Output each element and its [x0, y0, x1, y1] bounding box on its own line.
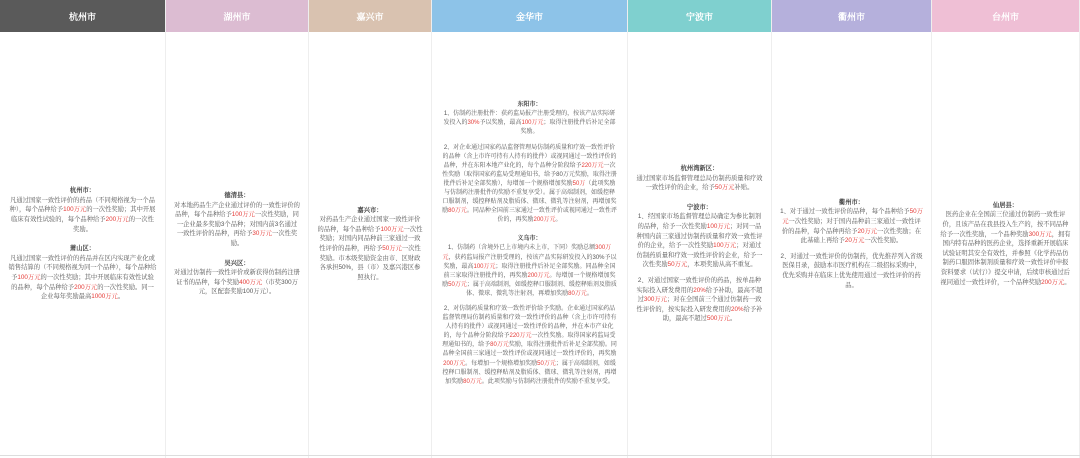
column-hangzhou — [0, 0, 166, 458]
highlight-amount: 400万元 — [239, 278, 263, 286]
highlight-amount: 50万元 — [448, 281, 467, 288]
column-header: 金华市 — [432, 0, 627, 32]
highlight-amount: 100万元 — [521, 120, 544, 127]
highlight-amount: 100万元 — [473, 263, 496, 270]
highlight-amount: 300万元 — [643, 296, 667, 304]
text-segment: 凡通过国家一致性评价的药品并在区内实现产业化或销售结算的（不同规格视为同一个品种），每个品种给予 — [8, 254, 157, 281]
highlight-amount: 50万元 — [537, 360, 556, 367]
region-title: 德清县： — [224, 192, 250, 200]
highlight-amount: 20万元 — [857, 227, 878, 235]
column-header: 嘉兴市 — [309, 0, 431, 32]
highlight-amount: 100万元 — [706, 223, 730, 231]
highlight-amount: 300万元 — [1028, 230, 1052, 238]
column-body — [0, 32, 165, 458]
text-segment: 。每增加一个规格增加奖励 — [465, 360, 538, 367]
text-segment: ；属于高端制剂，如缓控释口服制剂、缓控释贴剂及脂质体、微球、微乳等注射剂，再增加奖励 — [442, 360, 617, 385]
highlight-amount: 200万元 — [1041, 278, 1065, 286]
policy-text — [174, 268, 300, 297]
column-body — [932, 32, 1079, 458]
text-segment: 一次性奖励，同一企业最多奖励3个品种；对国内前3名通过一致性评价的品种，再给予 — [176, 211, 299, 238]
column-header: 杭州市 — [0, 0, 165, 32]
text-segment: 一次性奖励。取得国家药监局受理通知书的，给予 — [442, 333, 616, 349]
policy-text — [442, 244, 617, 299]
policy-text — [317, 215, 423, 282]
text-segment: 的一次性奖励；其中开展临床有效性试验的，每个品种给予 — [11, 206, 156, 224]
highlight-amount: 200万元 — [533, 217, 556, 224]
highlight-amount: 80万元 — [463, 378, 482, 385]
column-jinhua — [432, 0, 628, 458]
policy-text — [636, 174, 763, 193]
text-segment: 一次性奖励。 — [864, 237, 903, 245]
policy-text — [442, 144, 617, 226]
region-title: 仙居县： — [992, 201, 1019, 209]
column-quzhou — [772, 0, 932, 458]
text-segment: （此项奖励与仿制药注册批件的奖励不重复享受）。属于高端制剂，如缓控释口服制剂，缓控释贴剂及脂质体、微球、微乳等注射剂，再增加奖励 — [442, 180, 617, 215]
highlight-amount: 30% — [467, 120, 480, 127]
text-segment: 一次性奖励；对国内同品种前三家通过一致性评价的品种，再给予 — [319, 225, 423, 252]
column-header: 衢州市 — [772, 0, 931, 32]
highlight-amount: 30万元 — [252, 230, 272, 238]
highlight-amount: 1000万元 — [91, 293, 118, 301]
policy-text — [174, 201, 300, 249]
region-title: 吴兴区： — [224, 259, 250, 267]
highlight-amount: 100万元 — [63, 206, 87, 214]
column-header: 湖州市 — [166, 0, 308, 32]
text-segment: 给予补助，最高不超过 — [662, 305, 763, 323]
text-segment: 一次性奖励。 — [230, 230, 298, 247]
text-segment: 2、对通过国家一致性评价的药品，按单品种实际投入研发费用的 — [636, 276, 762, 294]
highlight-amount: 200万元 — [74, 283, 98, 291]
highlight-amount: 80万元 — [490, 342, 509, 349]
region-title: 衢州市： — [838, 198, 865, 206]
text-segment: 。每增加一个规格增加奖励 — [442, 272, 616, 288]
text-segment: 一次性奖励；在此基础上再给予 — [800, 227, 922, 245]
text-segment: 2、对仿制药质量和疗效一致性评价给予奖励。企业通过国家药品监督管理局仿制药质量和疗效一致性评价的品种（含上市许可持有人持有的批件）或视同通过一致性评价的品种，并在本市产业化的，每个品种分阶段给予 — [442, 306, 617, 340]
highlight-amount: 100万元 — [17, 273, 41, 281]
policy-text — [8, 196, 157, 234]
column-header: 宁波市 — [628, 0, 771, 32]
region-title: 萧山区： — [69, 245, 96, 253]
text-segment: ；取得注册批件后补足全部奖励。 — [520, 120, 616, 136]
text-segment: 一次性奖励（取得国家药监局受理通知书，给予80万元奖励，取得注册批件后补足全部奖励），每增加一个规格增加奖励 — [442, 162, 617, 187]
text-segment: 一次性奖励。市本级奖励资金由市、区财政各承担50%，县（市）及嘉兴港区参照执行。 — [319, 245, 421, 281]
highlight-amount: 50万元 — [714, 184, 735, 192]
text-segment: 2、对通过一致性评价的仿制药，优先推荐列入省级医保目录，鼓励本市医疗机构在二级招标采购中，优先采购并在临床上优先使用通过一致性评价的药品。 — [780, 252, 923, 289]
text-segment: 的一次性奖励。 — [73, 216, 154, 233]
bottom-divider — [0, 455, 1080, 456]
text-segment: 。 — [586, 290, 593, 297]
text-segment: ，拥有国内特有品种的医药企业，选择重新开展临床试验证明其安全有效性，并参照《化学药品仿制药口服固体制剂质量和疗效一致性评价申报资料要求（试行）》提交申请，后续审核通过后视同通过一致性评价，一个品种奖励 — [940, 230, 1071, 286]
column-body — [309, 32, 431, 458]
policy-text — [636, 276, 763, 324]
highlight-amount: 100万元 — [713, 242, 737, 250]
text-segment: ；属于高端制剂，如缓控释口服制剂、缓控释贴剂及脂质体、微球、微乳等注射剂，再增加奖励 — [466, 281, 617, 297]
region-title: 杭州市： — [69, 187, 96, 195]
text-segment: 对通过仿制药一致性评价或新获得仿制药注册证书的品种，每个奖励 — [174, 269, 300, 286]
region-title: 义乌市： — [517, 236, 542, 243]
text-segment: 。 — [117, 293, 125, 301]
text-segment: 1、对于通过一致性评价的品种，每个品种给予 — [780, 208, 910, 216]
text-segment: 医药企业在全国前三位通过仿制药一致性评价，且该产品在我县投入生产的，按不同品种给予一次性奖励，一个品种奖励 — [940, 211, 1069, 238]
policy-text — [8, 254, 157, 302]
highlight-amount: 220万元 — [509, 333, 532, 340]
text-segment: 予以奖励，最高 — [479, 120, 522, 127]
text-segment: 。此项奖励与仿制药注册批件的奖励不重复享受。 — [481, 378, 614, 385]
text-segment: 对药品生产企业通过国家一致性评价的品种，每个品种给予 — [317, 216, 421, 233]
text-segment: 给予补助，最高不超过 — [637, 286, 763, 304]
highlight-amount: 220万元 — [581, 162, 604, 169]
highlight-amount: 200万元 — [443, 360, 466, 367]
text-segment: 。 — [1064, 278, 1071, 286]
policy-text — [940, 210, 1071, 287]
column-body — [166, 32, 308, 458]
text-segment: ；取得注册批件后补足全部奖励。同品种全国前三家取得注册批件的，再奖励 — [443, 263, 616, 279]
policy-text — [780, 207, 923, 245]
text-segment: 1、经国家市场监督管理总局确定为参比制剂的品种，给予一次性奖励 — [637, 213, 762, 231]
text-segment: 。 — [555, 217, 562, 224]
text-segment: 对本地药品生产企业通过评价的一致性评价的品种，每个品种给予 — [174, 201, 300, 219]
highlight-amount: 80万元 — [568, 290, 587, 297]
column-ningbo — [628, 0, 772, 458]
highlight-amount: 500万元 — [706, 315, 730, 323]
text-segment: ；对在全国前三个通过仿制药一致性评价的，按实际投入研发费用的 — [636, 296, 762, 313]
column-body — [628, 32, 771, 458]
highlight-amount: 100万元 — [231, 211, 255, 219]
region-title: 杭州湾新区： — [680, 165, 719, 173]
policy-text — [442, 305, 617, 387]
text-segment: 的一次性奖励；其中开展临床有效性试验的品种，每个品种给予 — [11, 273, 154, 291]
column-body — [432, 32, 627, 458]
text-segment: 补贴。 — [734, 184, 754, 192]
text-segment: ；对通过仿制药质量和疗效一致性评价的企业，给予一次性奖励 — [636, 242, 763, 269]
column-huzhou — [166, 0, 309, 458]
policy-text — [780, 252, 923, 290]
text-segment: 1、仿制药（含境外已上市境内未上市，下同）奖励总额 — [447, 245, 596, 252]
text-segment: 奖励，取得注册批件后补足全部奖励。同品种全国前三家通过一致性评价或视同通过一致性评价的，再奖励 — [442, 342, 617, 358]
text-segment: 一次性奖励；对于国内品种前三家通过一致性评价的品种，每个品种再给予 — [781, 218, 921, 235]
highlight-amount: 200万元 — [527, 272, 550, 279]
highlight-amount: 50万元 — [782, 208, 923, 226]
column-jiaxing — [309, 0, 432, 458]
text-segment: 2、对企业通过国家药品监督管理局仿制药质量和疗效一致性评价的品种（含上市许可持有人持有的批件）或视同通过一致性评价的品种，并在东阳本地产业化的，每个品种分阶段给予 — [442, 144, 617, 169]
text-segment: 。 — [729, 315, 737, 323]
column-taizhou — [932, 0, 1080, 458]
column-header: 台州市 — [932, 0, 1079, 32]
highlight-amount: 50万元 — [382, 245, 402, 252]
region-title: 东阳市： — [517, 102, 542, 109]
highlight-amount: 300万元 — [442, 245, 612, 261]
text-segment: 1、仿制药注册批件：获药监局报产注册受理的，按该产品实际研发投入的 — [443, 111, 616, 127]
text-segment: ；对同一品种国内前三家通过仿制药质量和疗效一致性评价的企业，给予一次性奖励 — [636, 223, 763, 250]
highlight-amount: 20% — [693, 286, 706, 294]
policy-text — [442, 110, 617, 137]
text-segment: （市奖300万元，区配套奖励100万元）。 — [198, 278, 298, 296]
column-body — [772, 32, 931, 458]
highlight-amount: 20% — [730, 305, 744, 313]
highlight-amount: 20万元 — [844, 237, 865, 245]
highlight-amount: 200万元 — [105, 216, 129, 224]
highlight-amount: 100万元 — [380, 225, 404, 233]
highlight-amount: 80万元 — [448, 208, 467, 215]
highlight-amount: 50万元 — [667, 261, 688, 269]
text-segment: 的一次性奖励。同一企业每年奖励最高 — [40, 283, 154, 301]
policy-text — [636, 212, 763, 270]
text-segment: 通过国家市场监督管理总局仿制药质量和疗效一致性评价的企业，给予 — [636, 174, 763, 192]
highlight-amount: 50万 — [572, 180, 586, 187]
text-segment: ，本项奖励从高不重复。 — [687, 261, 757, 269]
text-segment: 。同品种全国前三家通过一致性评价或视同通过一致性评价的，再奖励 — [466, 208, 617, 224]
region-title: 宁波市： — [686, 203, 713, 211]
region-title: 嘉兴市： — [357, 206, 383, 214]
text-segment: 凡通过国家一致性评价的药品（不同规格视为一个品种），每个品种给予 — [9, 196, 155, 214]
text-segment: ，获药监局报产注册受理的，按该产品实际研发投入的30%予以奖励，最高 — [443, 254, 617, 270]
